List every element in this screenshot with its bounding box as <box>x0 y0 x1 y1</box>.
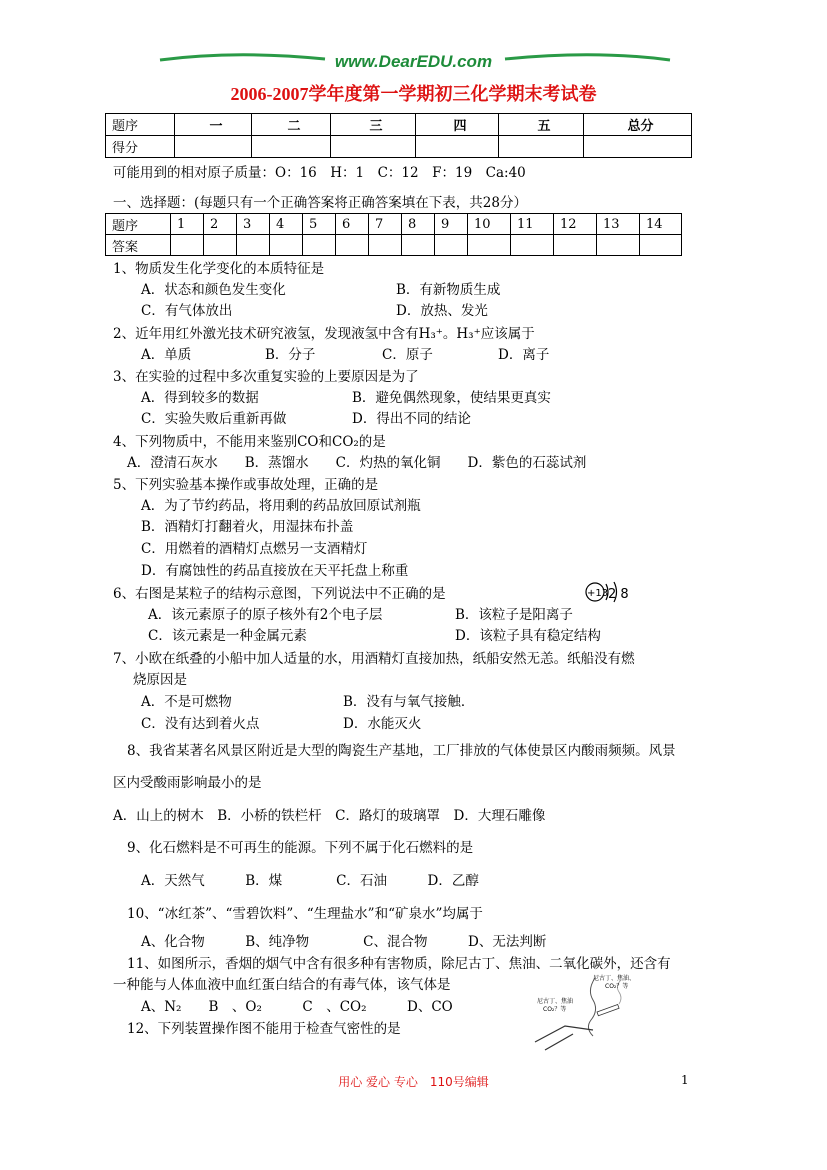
answer-cell[interactable] <box>204 235 237 256</box>
answer-header-cell: 7 <box>369 214 402 235</box>
score-header-cell: 总分 <box>584 114 692 136</box>
answer-cell[interactable] <box>270 235 303 256</box>
score-cell[interactable] <box>331 136 416 158</box>
option-text: D．得出不同的结论 <box>352 411 471 427</box>
option-text: A．为了节约药品，将用剩的药品放回原试剂瓶 <box>141 498 421 514</box>
answer-header-cell: 13 <box>597 214 640 235</box>
answer-header-row <box>106 214 682 235</box>
question-text: 8、我省某著名风景区附近是大型的陶瓷生产基地，工厂排放的气体使景区内酸雨频频。风景 <box>127 743 676 759</box>
answer-cell[interactable] <box>554 235 597 256</box>
question-text: 12、下列装置操作图不能用于检查气密性的是 <box>127 1021 401 1037</box>
answer-header-cell: 4 <box>270 214 303 235</box>
smoke-label: 尼古丁、焦油 <box>537 998 574 1005</box>
option-text: D．放热、发光 <box>396 303 488 319</box>
option-text: A．不是可燃物 <box>141 694 232 710</box>
option-text: B．分子 <box>265 347 316 363</box>
answer-cell[interactable] <box>237 235 270 256</box>
score-value-row <box>106 136 692 158</box>
exam-title: 2006-2007学年度第一学期初三化学期末考试卷 <box>230 84 597 104</box>
answer-value-row <box>106 235 682 256</box>
question-text: 11、如图所示，香烟的烟气中含有很多种有害物质，除尼古丁、焦油、二氧化碳外，还含有 <box>127 956 671 972</box>
question-text: 7、小欧在纸叠的小船中加人适量的水，用酒精灯直接加热，纸船安然无恙。纸船没有燃 <box>113 651 635 667</box>
option-text: A．该元素原子的原子核外有2个电子层 <box>148 607 383 623</box>
atom-structure-diagram <box>584 580 634 606</box>
option-text: C．没有达到着火点 <box>141 716 260 732</box>
score-cell[interactable] <box>175 136 252 158</box>
question-text: 5、下列实验基本操作或事故处理，正确的是 <box>113 477 379 493</box>
option-text: D．离子 <box>498 347 550 363</box>
option-text: D．有腐蚀性的药品直接放在天平托盘上称重 <box>141 563 409 579</box>
option-text: A．状态和颜色发生变化 <box>141 282 286 298</box>
footer-text: 用心 爱心 专心 110号编辑 <box>338 1075 489 1089</box>
option-text: A．得到较多的数据 <box>141 390 259 406</box>
answer-cell[interactable] <box>369 235 402 256</box>
option-text: A．山上的树木 B．小桥的铁栏杆 C．路灯的玻璃罩 D．大理石雕像 <box>113 808 546 824</box>
score-header-cell: 四 <box>416 114 499 136</box>
answer-cell[interactable] <box>303 235 336 256</box>
question-text: 10、“冰红茶”、“雪碧饮料”、“生理盐水”和“矿泉水”均属于 <box>127 906 483 922</box>
smoke-label: 尼古丁、焦油、 <box>593 975 636 982</box>
question-text: 2、近年用红外激光技术研究液氢，发现液氢中含有H₃⁺。H₃⁺应该属于 <box>113 326 535 342</box>
option-text: B．该粒子是阳离子 <box>455 607 573 623</box>
option-text: A．澄清石灰水 B．蒸馏水 C．灼热的氧化铜 D．紫色的石蕊试剂 <box>127 455 587 471</box>
score-header-cell: 五 <box>499 114 584 136</box>
score-cell[interactable] <box>584 136 692 158</box>
option-text: A、化合物 B、纯净物 C、混合物 D、无法判断 <box>141 934 547 950</box>
score-table <box>105 113 692 158</box>
option-text: D．该粒子具有稳定结构 <box>455 628 601 644</box>
smoking-illustration <box>525 970 655 1055</box>
option-text: A．天然气 B．煤 C．石油 D．乙醇 <box>141 873 479 889</box>
answer-header-cell: 12 <box>554 214 597 235</box>
answer-cell[interactable] <box>597 235 640 256</box>
score-cell[interactable] <box>499 136 584 158</box>
question-text: 9、化石燃料是不可再生的能源。下列不属于化石燃料的是 <box>127 840 474 856</box>
option-text: C．原子 <box>382 347 433 363</box>
score-header-cell: 二 <box>252 114 331 136</box>
answer-cell[interactable] <box>511 235 554 256</box>
smoke-label: CO₂？等 <box>543 1006 567 1013</box>
arm-outline <box>545 1034 573 1050</box>
score-header-cell: 一 <box>175 114 252 136</box>
question-text: 3、在实验的过程中多次重复实验的上要原因是为了 <box>113 369 419 385</box>
option-text: B．有新物质生成 <box>396 282 501 298</box>
answer-header-cell: 6 <box>336 214 369 235</box>
atomic-mass-line: 可能用到的相对原子质量：O：16 H：1 C：12 F：19 Ca:40 <box>113 165 526 181</box>
option-text: B．避免偶然现象，使结果更真实 <box>352 390 551 406</box>
score-row-label: 得分 <box>106 136 175 158</box>
answer-cell[interactable] <box>336 235 369 256</box>
smoke-label: CO₂？等 <box>605 983 629 990</box>
answer-header-cell: 3 <box>237 214 270 235</box>
score-cell[interactable] <box>416 136 499 158</box>
answer-header-cell: 题序 <box>106 214 171 235</box>
answer-table <box>105 213 682 256</box>
answer-header-cell: 2 <box>204 214 237 235</box>
shell-electron-label: 2 8 <box>608 587 629 602</box>
question-text: 区内受酸雨影响最小的是 <box>113 775 262 791</box>
answer-header-cell: 1 <box>171 214 204 235</box>
score-header-row <box>106 114 692 136</box>
answer-cell[interactable] <box>640 235 682 256</box>
answer-cell[interactable] <box>468 235 511 256</box>
answer-cell[interactable] <box>435 235 468 256</box>
page-number: 1 <box>681 1073 689 1087</box>
answer-header-cell: 9 <box>435 214 468 235</box>
answer-header-cell: 14 <box>640 214 682 235</box>
answer-cell[interactable] <box>171 235 204 256</box>
question-text: 烧原因是 <box>133 672 187 688</box>
answer-cell[interactable] <box>402 235 435 256</box>
answer-header-cell: 10 <box>468 214 511 235</box>
score-header-cell: 题序 <box>106 114 175 136</box>
option-text: C．实验失败后重新再做 <box>141 411 287 427</box>
answer-header-cell: 5 <box>303 214 336 235</box>
score-cell[interactable] <box>252 136 331 158</box>
option-text: B．酒精灯打翻着火，用湿抹布扑盖 <box>141 519 354 535</box>
section-one-heading: 一、选择题：(每题只有一个正确答案将正确答案填在下表，共28分） <box>113 195 527 211</box>
site-url: www.DearEDU.com <box>334 52 493 71</box>
question-text: 4、下列物质中，不能用来鉴别CO和CO₂的是 <box>113 434 386 450</box>
score-header-cell: 三 <box>331 114 416 136</box>
option-text: C．该元素是一种金属元素 <box>148 628 307 644</box>
answer-header-cell: 8 <box>402 214 435 235</box>
option-text: A、N₂ B 、O₂ C 、CO₂ D、CO <box>141 999 453 1015</box>
option-text: A．单质 <box>141 347 192 363</box>
option-text: D．水能灭火 <box>343 716 422 732</box>
option-text: C．有气体放出 <box>141 303 233 319</box>
face-profile-line <box>588 978 595 1036</box>
answer-header-cell: 11 <box>511 214 554 235</box>
question-text: 6、右图是某粒子的结构示意图，下列说法中不正确的是 <box>113 586 446 602</box>
cigarette-shape <box>597 1004 619 1015</box>
answer-row-label: 答案 <box>106 235 171 256</box>
question-text: 1、物质发生化学变化的本质特征是 <box>113 261 325 277</box>
nucleus-charge-label: +13 <box>587 588 609 599</box>
question-text: 一种能与人体血液中血红蛋白结合的有毒气体，该气体是 <box>113 977 451 993</box>
option-text: B．没有与氧气接触． <box>343 694 475 710</box>
option-text: C．用燃着的酒精灯点燃另一支酒精灯 <box>141 541 368 557</box>
